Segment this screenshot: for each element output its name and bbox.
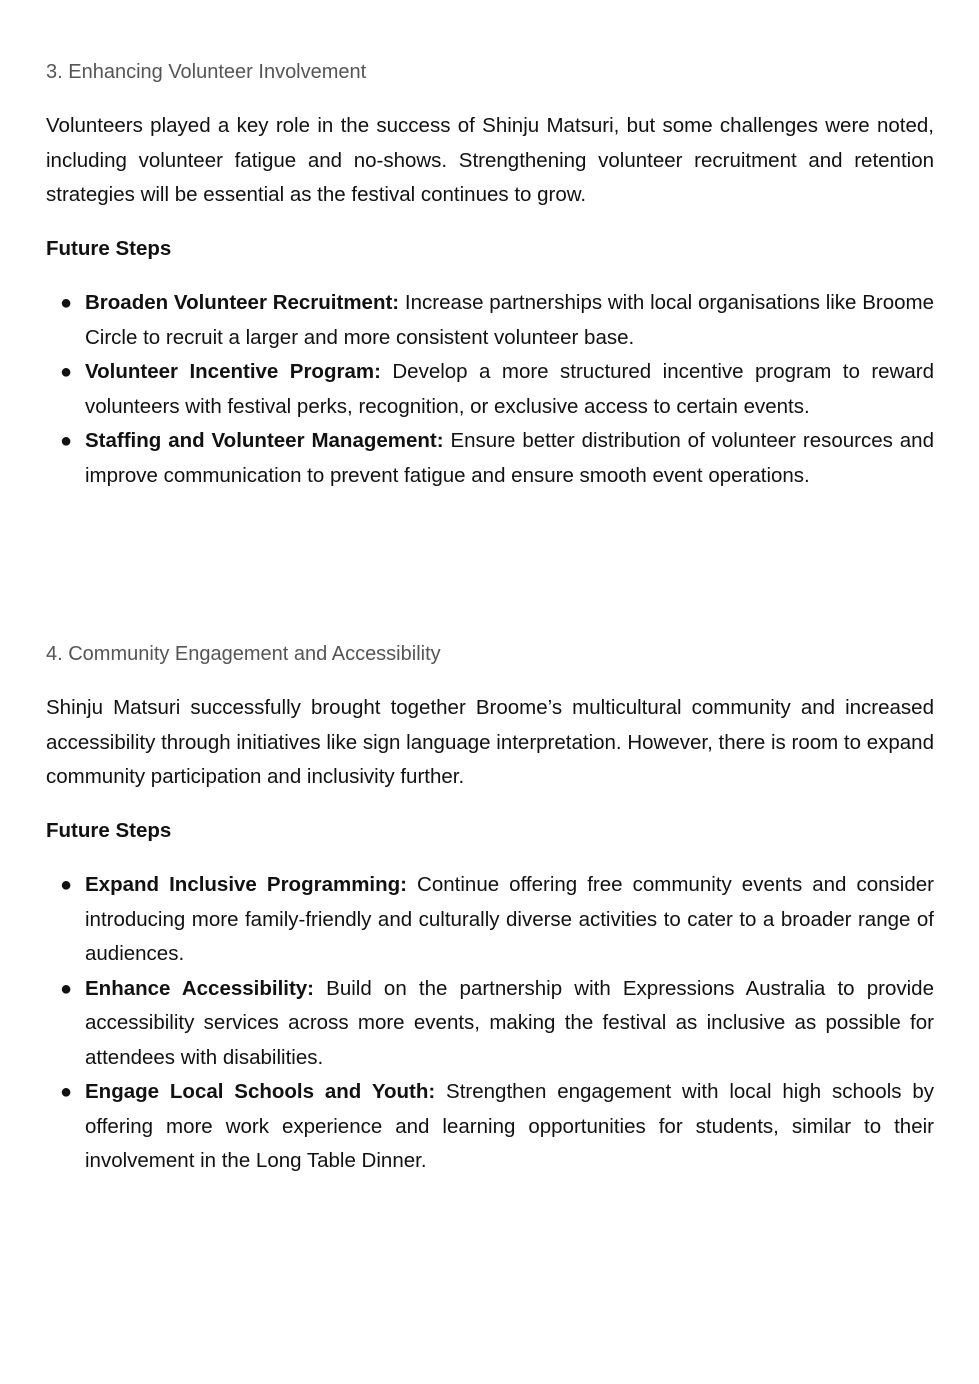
- list-item-title: Volunteer Incentive Program:: [85, 360, 381, 383]
- list-item: [46, 286, 934, 355]
- list-item: [46, 355, 934, 424]
- list-item-text: Ensure better distribution of volunteer resources and improve communication to prevent fatigue and ensure smooth event operations.: [85, 429, 934, 487]
- list-item-text: Develop a more structured incentive program to reward volunteers with festival perks, recognition, or exclusive access to certain events.: [85, 360, 934, 418]
- future-steps-heading: Future Steps: [46, 237, 172, 260]
- future-steps-list: [46, 286, 934, 493]
- future-steps-heading: Future Steps: [46, 819, 172, 842]
- list-item-title: Enhance Accessibility:: [85, 976, 315, 1000]
- list-item: [46, 1075, 934, 1179]
- list-item-text: Strengthen engagement with local high schools by offering more work experience and learning opportunities for students, similar to their involvement in the Long Table Dinner.: [85, 1080, 934, 1172]
- list-item-title: Broaden Volunteer Recruitment:: [85, 291, 400, 314]
- list-item: [46, 868, 934, 972]
- section-heading: 3. Enhancing Volunteer Involvement: [46, 61, 367, 83]
- list-item-text: Build on the partnership with Expressions Australia to provide accessibility services across more events, making the festival as inclusive as possible for attendees with disabilities.: [85, 976, 934, 1069]
- section-paragraph: Shinju Matsuri successfully brought together Broome’s multicultural community and increased accessibility through initiatives like sign language interpretation. However, there is room to expand community participation and inclusivity further.: [46, 696, 934, 788]
- future-steps-list: [46, 868, 934, 1179]
- list-item-text: Increase partnerships with local organisations like Broome Circle to recruit a larger and more consistent volunteer base.: [85, 291, 935, 349]
- list-item-text: Continue offering free community events and consider introducing more family-friendly and culturally diverse activities to cater to a broader range of audiences.: [85, 873, 934, 965]
- list-item-title: Engage Local Schools and Youth:: [85, 1080, 436, 1103]
- list-item: [46, 424, 934, 493]
- bullet-icon: ●: [60, 430, 73, 452]
- section-paragraph: Volunteers played a key role in the success of Shinju Matsuri, but some challenges were noted, including volunteer fatigue and no-shows. Strengthening volunteer recruitment and retention strategies will be essential as the festival continues to grow.: [46, 114, 934, 206]
- bullet-icon: ●: [60, 977, 73, 1000]
- list-item-title: Staffing and Volunteer Management:: [85, 429, 444, 452]
- list-item-title: Expand Inclusive Programming:: [85, 873, 407, 896]
- list-item: [46, 972, 934, 1076]
- bullet-icon: ●: [60, 1081, 73, 1103]
- bullet-icon: ●: [60, 361, 73, 383]
- section-heading: 4. Community Engagement and Accessibility: [46, 643, 441, 665]
- bullet-icon: ●: [60, 874, 73, 896]
- bullet-icon: ●: [60, 292, 73, 314]
